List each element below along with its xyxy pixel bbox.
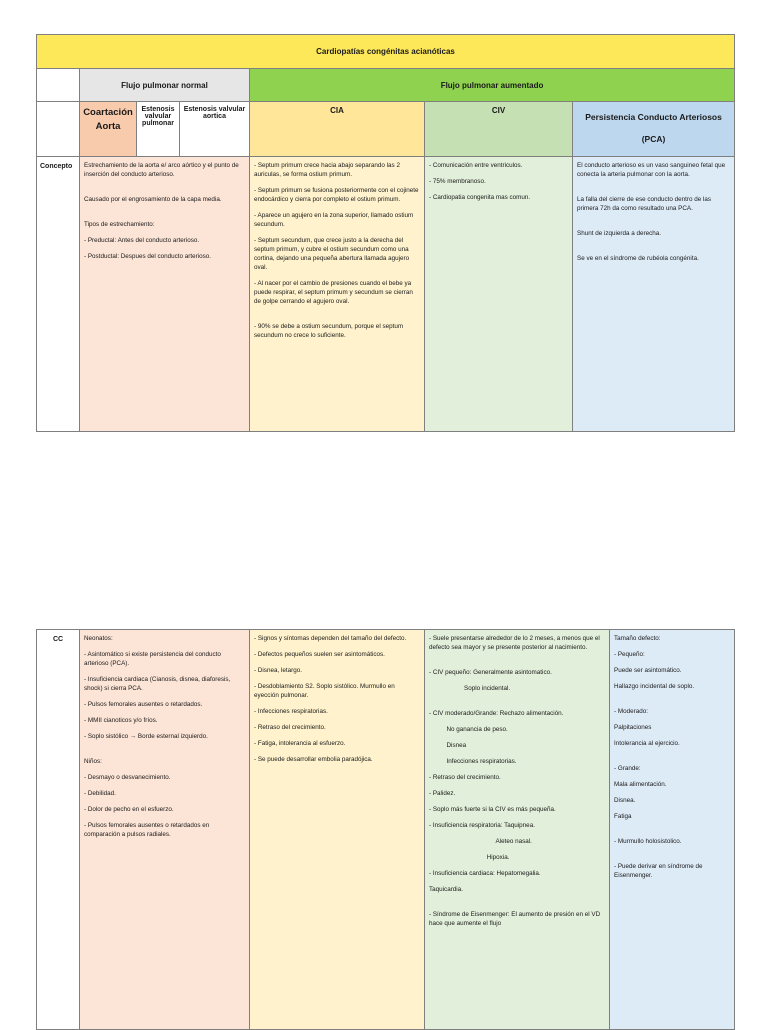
cardiopatias-table-top (36, 34, 735, 432)
cell-line: - Retraso del crecimiento. (254, 724, 326, 731)
cell-line: - Signos y síntomas dependen del tamaño del defecto. (254, 635, 407, 642)
cell-line: - Septum secundum, que crece justo a la derecha del septum primum, y cubre el ostium secundum como una cortina, dejando una pequeña abertura llamada agujero oval. (254, 237, 411, 271)
cell-line: - Septum primum se fusiona posteriormente con el cojinete endocárdico y cierra por completo el ostium primum. (254, 187, 421, 203)
concepto-civ-cell (425, 157, 573, 432)
cc-civ-cell (425, 630, 610, 1030)
cell-line: - Soplo más fuerte si la CIV es más pequeña. (429, 806, 556, 813)
cell-line: Puede ser asintomático. (614, 667, 682, 674)
cell-line: Tipos de estrechamiento: (84, 221, 155, 228)
cell-line (577, 245, 730, 254)
cell-line: - 75% membranoso. (429, 178, 486, 185)
cell-line: Fatiga (614, 813, 632, 820)
cell-line: - Dolor de pecho en el esfuerzo. (84, 806, 174, 813)
cell-line: El conducto arterioso es un vaso sanguineo fetal que conecta la arteria pulmonar con la aorta. (577, 162, 727, 178)
cell-line: Infecciones respiratorias. (429, 758, 517, 765)
cell-line: - Se puede desarrollar embolia paradójica. (254, 756, 373, 763)
group-flujo-normal: Flujo pulmonar normal (80, 69, 250, 102)
group-flujo-aumentado: Flujo pulmonar aumentado (250, 69, 735, 102)
cell-line: - Disnea, letargo. (254, 667, 302, 674)
cell-line: Estrechamiento de la aorta e/ arco aórtico y el punto de inserción del conducto arterioso. (84, 162, 241, 178)
cell-line: Causado por el engrosamiento de la capa media. (84, 196, 222, 203)
cell-line: - Debilidad. (84, 790, 116, 797)
cell-line: Shunt de izquierda a derecha. (577, 230, 662, 237)
cell-line: - Retraso del crecimiento. (429, 774, 501, 781)
cell-line: Neonatos: (84, 635, 113, 642)
cell-line: - CIV moderado/Grande: Rechazo alimentación. (429, 710, 564, 717)
cell-line: La falla del cierre de ese conducto dentro de las primera 72h da como resultado una PCA. (577, 196, 713, 212)
cell-line (614, 755, 730, 764)
concepto-pca-cell (573, 157, 735, 432)
corner-empty-cell (37, 69, 80, 102)
cell-line: - 90% se debe a ostium secundum, porque el septum secundum no crece lo suficiente. (254, 323, 405, 339)
header-pca-label: Persistencia Conducto Arteriosos (PCA) (585, 112, 722, 144)
cell-line (84, 186, 245, 195)
cc-pca-cell (610, 630, 735, 1030)
header-civ: CIV (425, 102, 573, 157)
cell-line: Disnea (429, 742, 467, 749)
cell-line: Mala alimentación. (614, 781, 667, 788)
cell-line: No ganancia de peso. (429, 726, 508, 733)
cell-line: - Asintomático si existe persistencia del conducto arterioso (PCA). (84, 651, 223, 667)
header-coartacion (80, 102, 137, 157)
row-label-concepto: Concepto (37, 157, 80, 432)
cell-line: - Pulsos femorales ausentes o retardados. (84, 701, 203, 708)
cell-line: Palpitaciones (614, 724, 652, 731)
cell-line: Soplo incidental. (429, 685, 511, 692)
cell-line: Taquicardia. (429, 886, 463, 893)
cardiopatias-table-bottom (36, 629, 735, 1030)
cell-line: Disnea. (614, 797, 636, 804)
cell-line (429, 659, 605, 668)
concepto-cia-cell (250, 157, 425, 432)
cell-line (254, 313, 420, 322)
cell-line (577, 186, 730, 195)
cell-line: - Al nacer por el cambio de presiones cuando el bebe ya puede respirar, el septum primum y secundum se cierran de golpe cerrando el agujero oval. (254, 280, 415, 305)
cell-line: Aleteo nasal. (429, 838, 532, 845)
cell-line: - Cardiopatia congenita mas comun. (429, 194, 531, 201)
cell-line: Niños: (84, 758, 102, 765)
cell-line: Intolerancia al ejercicio. (614, 740, 680, 747)
cell-line (84, 748, 245, 757)
cell-line: - Pequeño: (614, 651, 645, 658)
header-cia: CIA (250, 102, 425, 157)
cell-line: - Insuficiencia cardiaca (Cianosis, disnea, diaforesis, shock) si cierra PCA. (84, 676, 233, 692)
cell-line: - Soplo sistólico → Borde esternal izquierdo. (84, 733, 208, 740)
cell-line: - Septum primum crece hacia abajo separando las 2 auriculas, se forma ostium primum. (254, 162, 402, 178)
cell-line: - Desmayo o desvanecimiento. (84, 774, 171, 781)
cell-line: - Preductal: Antes del conducto arterioso. (84, 237, 200, 244)
cell-line: Tamaño defecto: (614, 635, 661, 642)
cell-line: - Síndrome de Eisenmenger: El aumento de presión en el VD hace que aumente el flujo (429, 911, 602, 927)
cell-line (84, 211, 245, 220)
cell-line: - Grande: (614, 765, 641, 772)
header-pca (573, 102, 735, 157)
cell-line: - Infecciones respiratorias. (254, 708, 328, 715)
header-coartacion-label: Coartación Aorta (83, 107, 133, 132)
header-estenosis-pulmonar: Estenosis valvular pulmonar (137, 102, 180, 157)
cell-line (614, 698, 730, 707)
cell-line: Hallazgo incidental de soplo. (614, 683, 695, 690)
cell-line: - Aparece un agujero en la zona superior, llamado ostium secundum. (254, 212, 416, 228)
cell-line: Hipoxia. (429, 854, 510, 861)
cell-line (577, 220, 730, 229)
cell-line: - Insuficiencia respiratoria: Taquipnea. (429, 822, 535, 829)
cc-cia-cell (250, 630, 425, 1030)
row-label-cc: CC (37, 630, 80, 1030)
cell-line: - Defectos pequeños suelen ser asintomáticos. (254, 651, 385, 658)
cell-line: - Desdoblamiento S2. Soplo sistólico. Murmullo en eyección pulmonar. (254, 683, 397, 699)
cell-line: - Palidez. (429, 790, 456, 797)
cell-line: - Murmullo holosistolico. (614, 838, 682, 845)
concepto-coartacion-cell (80, 157, 250, 432)
cell-line: - MMII cianoticos y/o fríos. (84, 717, 158, 724)
cell-line: - Fatiga, intolerancia al esfuerzo. (254, 740, 346, 747)
corner-empty-cell-2 (37, 102, 80, 157)
cell-line: - Postductal: Despues del conducto arterioso. (84, 253, 212, 260)
cell-line (614, 853, 730, 862)
cell-line: - Moderado: (614, 708, 648, 715)
cell-line: - Puede derivar en síndrome de Eisenmenger. (614, 863, 705, 879)
cell-line (429, 901, 605, 910)
cell-line: - Insuficiencia cardiaca: Hepatomegalia. (429, 870, 541, 877)
cell-line (429, 700, 605, 709)
cell-line: - Pulsos femorales ausentes o retardados en comparación a pulsos radiales. (84, 822, 212, 838)
header-estenosis-aortica: Estenosis valvular aortica (180, 102, 250, 157)
cell-line: Se ve en el síndrome de rubéola congénita. (577, 255, 699, 262)
cell-line: - Comunicación entre ventriculos. (429, 162, 523, 169)
cell-line (614, 828, 730, 837)
cc-coartacion-cell (80, 630, 250, 1030)
cell-line: - Suele presentarse alrededor de lo 2 meses, a menos que el defecto sea mayor y se presente posterior al nacimiento. (429, 635, 602, 651)
cell-line: - CIV pequeño: Generalmente asintomatico. (429, 669, 552, 676)
table-title: Cardiopatías congénitas acianóticas (37, 35, 735, 69)
